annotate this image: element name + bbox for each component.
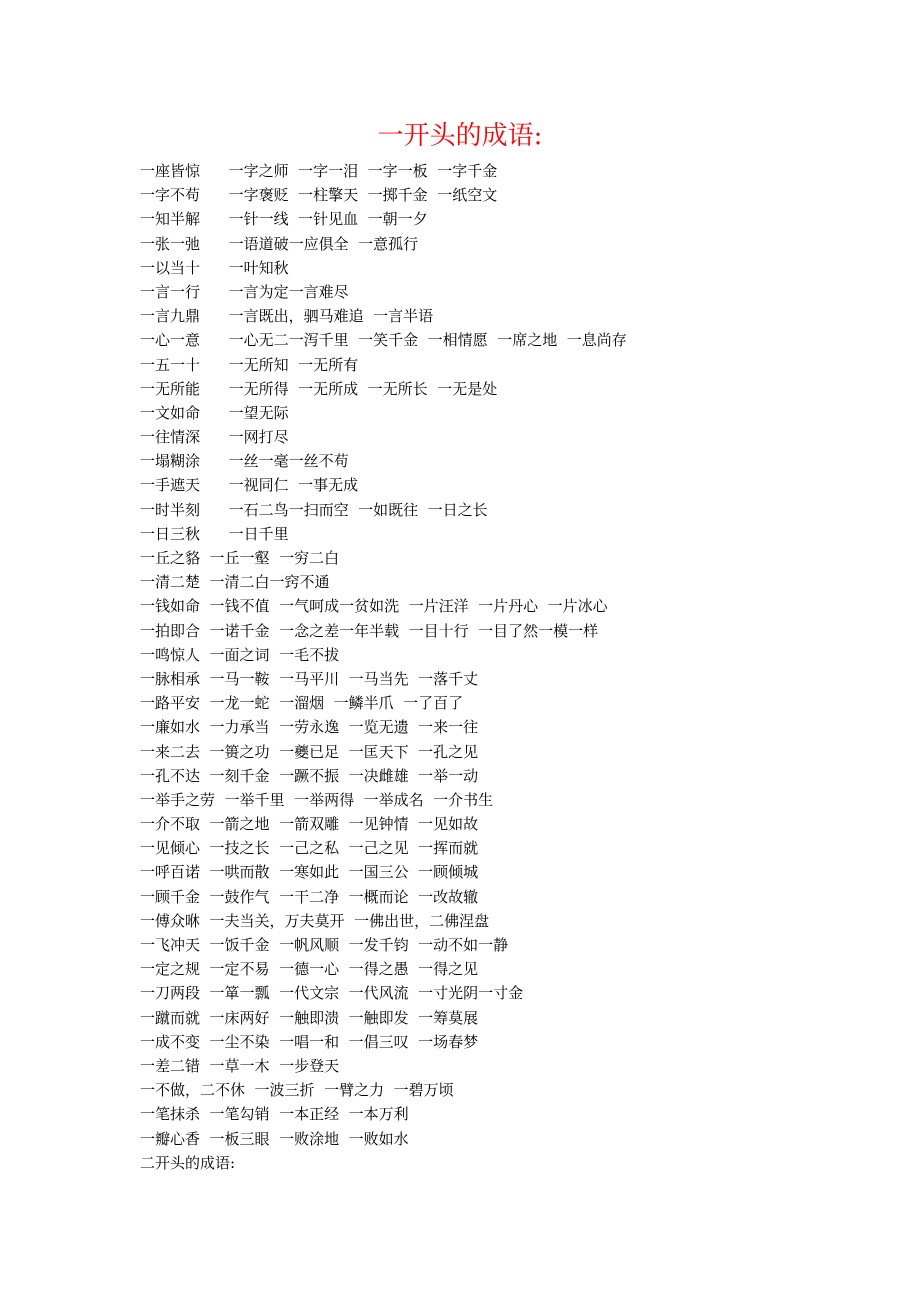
idiom-line: 一张一弛 一语道破一应俱全 一意孤行 (140, 234, 419, 253)
idiom-line: 一成不变 一尘不染 一唱一和 一倡三叹 一场春梦 (140, 1032, 479, 1051)
idiom-line: 一字不苟 一字褒贬 一柱擎天 一掷千金 一纸空文 (140, 186, 498, 205)
idiom-line: 一心一意 一心无二一泻千里 一笑千金 一相情愿 一席之地 一息尚存 (140, 331, 627, 350)
idiom-list (140, 159, 840, 1175)
idiom-line: 一丘之貉 一丘一壑 一穷二白 (140, 549, 340, 567)
idiom-line: 一言九鼎 一言既出，驷马难追 一言半语 (140, 307, 434, 326)
idiom-line: 一脉相承 一马一鞍 一马平川 一马当先 一落千丈 (140, 669, 479, 688)
idiom-line: 一顾千金 一鼓作气 一干二净 一概而论 一改故辙 (140, 887, 479, 906)
idiom-line: 一笔抹杀 一笔勾销 一本正经 一本万利 (140, 1105, 409, 1124)
idiom-line: 一拍即合 一诺千金 一念之差一年半载 一目十行 一目了然一模一样 (140, 621, 599, 640)
idiom-line: 一蹴而就 一床两好 一触即溃 一触即发 一筹莫展 (140, 1008, 479, 1027)
idiom-line: 一傅众咻 一夫当关，万夫莫开 一佛出世，二佛涅盘 (140, 911, 490, 930)
idiom-line: 一鸣惊人 一面之词 一毛不拔 (140, 645, 340, 664)
idiom-line: 一路平安 一龙一蛇 一溜烟 一鳞半爪 一了百了 (140, 694, 464, 713)
idiom-line: 一瓣心香 一板三眼 一败涂地 一败如水 (140, 1129, 409, 1148)
idiom-line: 一孔不达 一刻千金 一蹶不振 一决雌雄 一举一动 (140, 766, 479, 785)
idiom-line: 一塌糊涂 一丝一毫一丝不苟 (140, 452, 349, 471)
idiom-line: 一廉如水 一力承当 一劳永逸 一览无遗 一来一往 (140, 718, 479, 737)
idiom-line: 一呼百诺 一哄而散 一寒如此 一国三公 一顾倾城 (140, 863, 479, 882)
idiom-line: 一座皆惊 一字之师 一字一泪 一字一板 一字千金 (140, 162, 498, 180)
idiom-line: 一往情深 一网打尽 (140, 428, 289, 447)
idiom-line: 一定之规 一定不易 一德一心 一得之愚 一得之见 (140, 960, 479, 979)
idiom-line: 一不做，二不休 一波三折 一臂之力 一碧万顷 (140, 1081, 454, 1100)
idiom-line: 一言一行 一言为定一言难尽 (140, 282, 349, 301)
idiom-line: 一飞冲天 一饭千金 一帆风顺 一发千钧 一动不如一静 (140, 936, 509, 954)
idiom-line: 一差二错 一草一木 一步登天 (140, 1056, 340, 1075)
idiom-line: 一时半刻 一石二鸟一扫而空 一如既往 一日之长 (140, 500, 488, 519)
idiom-line: 一见倾心 一技之长 一己之私 一己之见 一挥而就 (140, 839, 479, 858)
idiom-line: 一举手之劳 一举千里 一举两得 一举成名 一介书生 (140, 790, 494, 809)
idiom-line: 一刀两段 一箪一瓢 一代文宗 一代风流 一寸光阴一寸金 (140, 984, 524, 1003)
idiom-line: 一钱如命 一钱不值 一气呵成一贫如洗 一片汪洋 一片丹心 一片冰心 (140, 597, 608, 616)
idiom-line: 一五一十 一无所知 一无所有 (140, 355, 359, 374)
idiom-line: 一知半解 一针一线 一针见血 一朝一夕 (140, 210, 428, 229)
idiom-line: 一日三秋 一日千里 (140, 524, 289, 543)
idiom-line: 一无所能 一无所得 一无所成 一无所长 一无是处 (140, 379, 498, 398)
section-heading: 二开头的成语: (140, 1153, 236, 1172)
idiom-line: 一清二楚 一清二白一窍不通 (140, 573, 330, 592)
idiom-line: 一手遮天 一视同仁 一事无成 (140, 476, 359, 495)
page-title: 一开头的成语: (377, 121, 543, 151)
idiom-line: 一介不取 一箭之地 一箭双雕 一见钟情 一见如故 (140, 815, 479, 834)
idiom-line: 一来二去 一篑之功 一夔已足 一匡天下 一孔之见 (140, 742, 479, 761)
idiom-line: 一以当十 一叶知秋 (140, 258, 289, 277)
idiom-line: 一文如命 一望无际 (140, 403, 289, 422)
